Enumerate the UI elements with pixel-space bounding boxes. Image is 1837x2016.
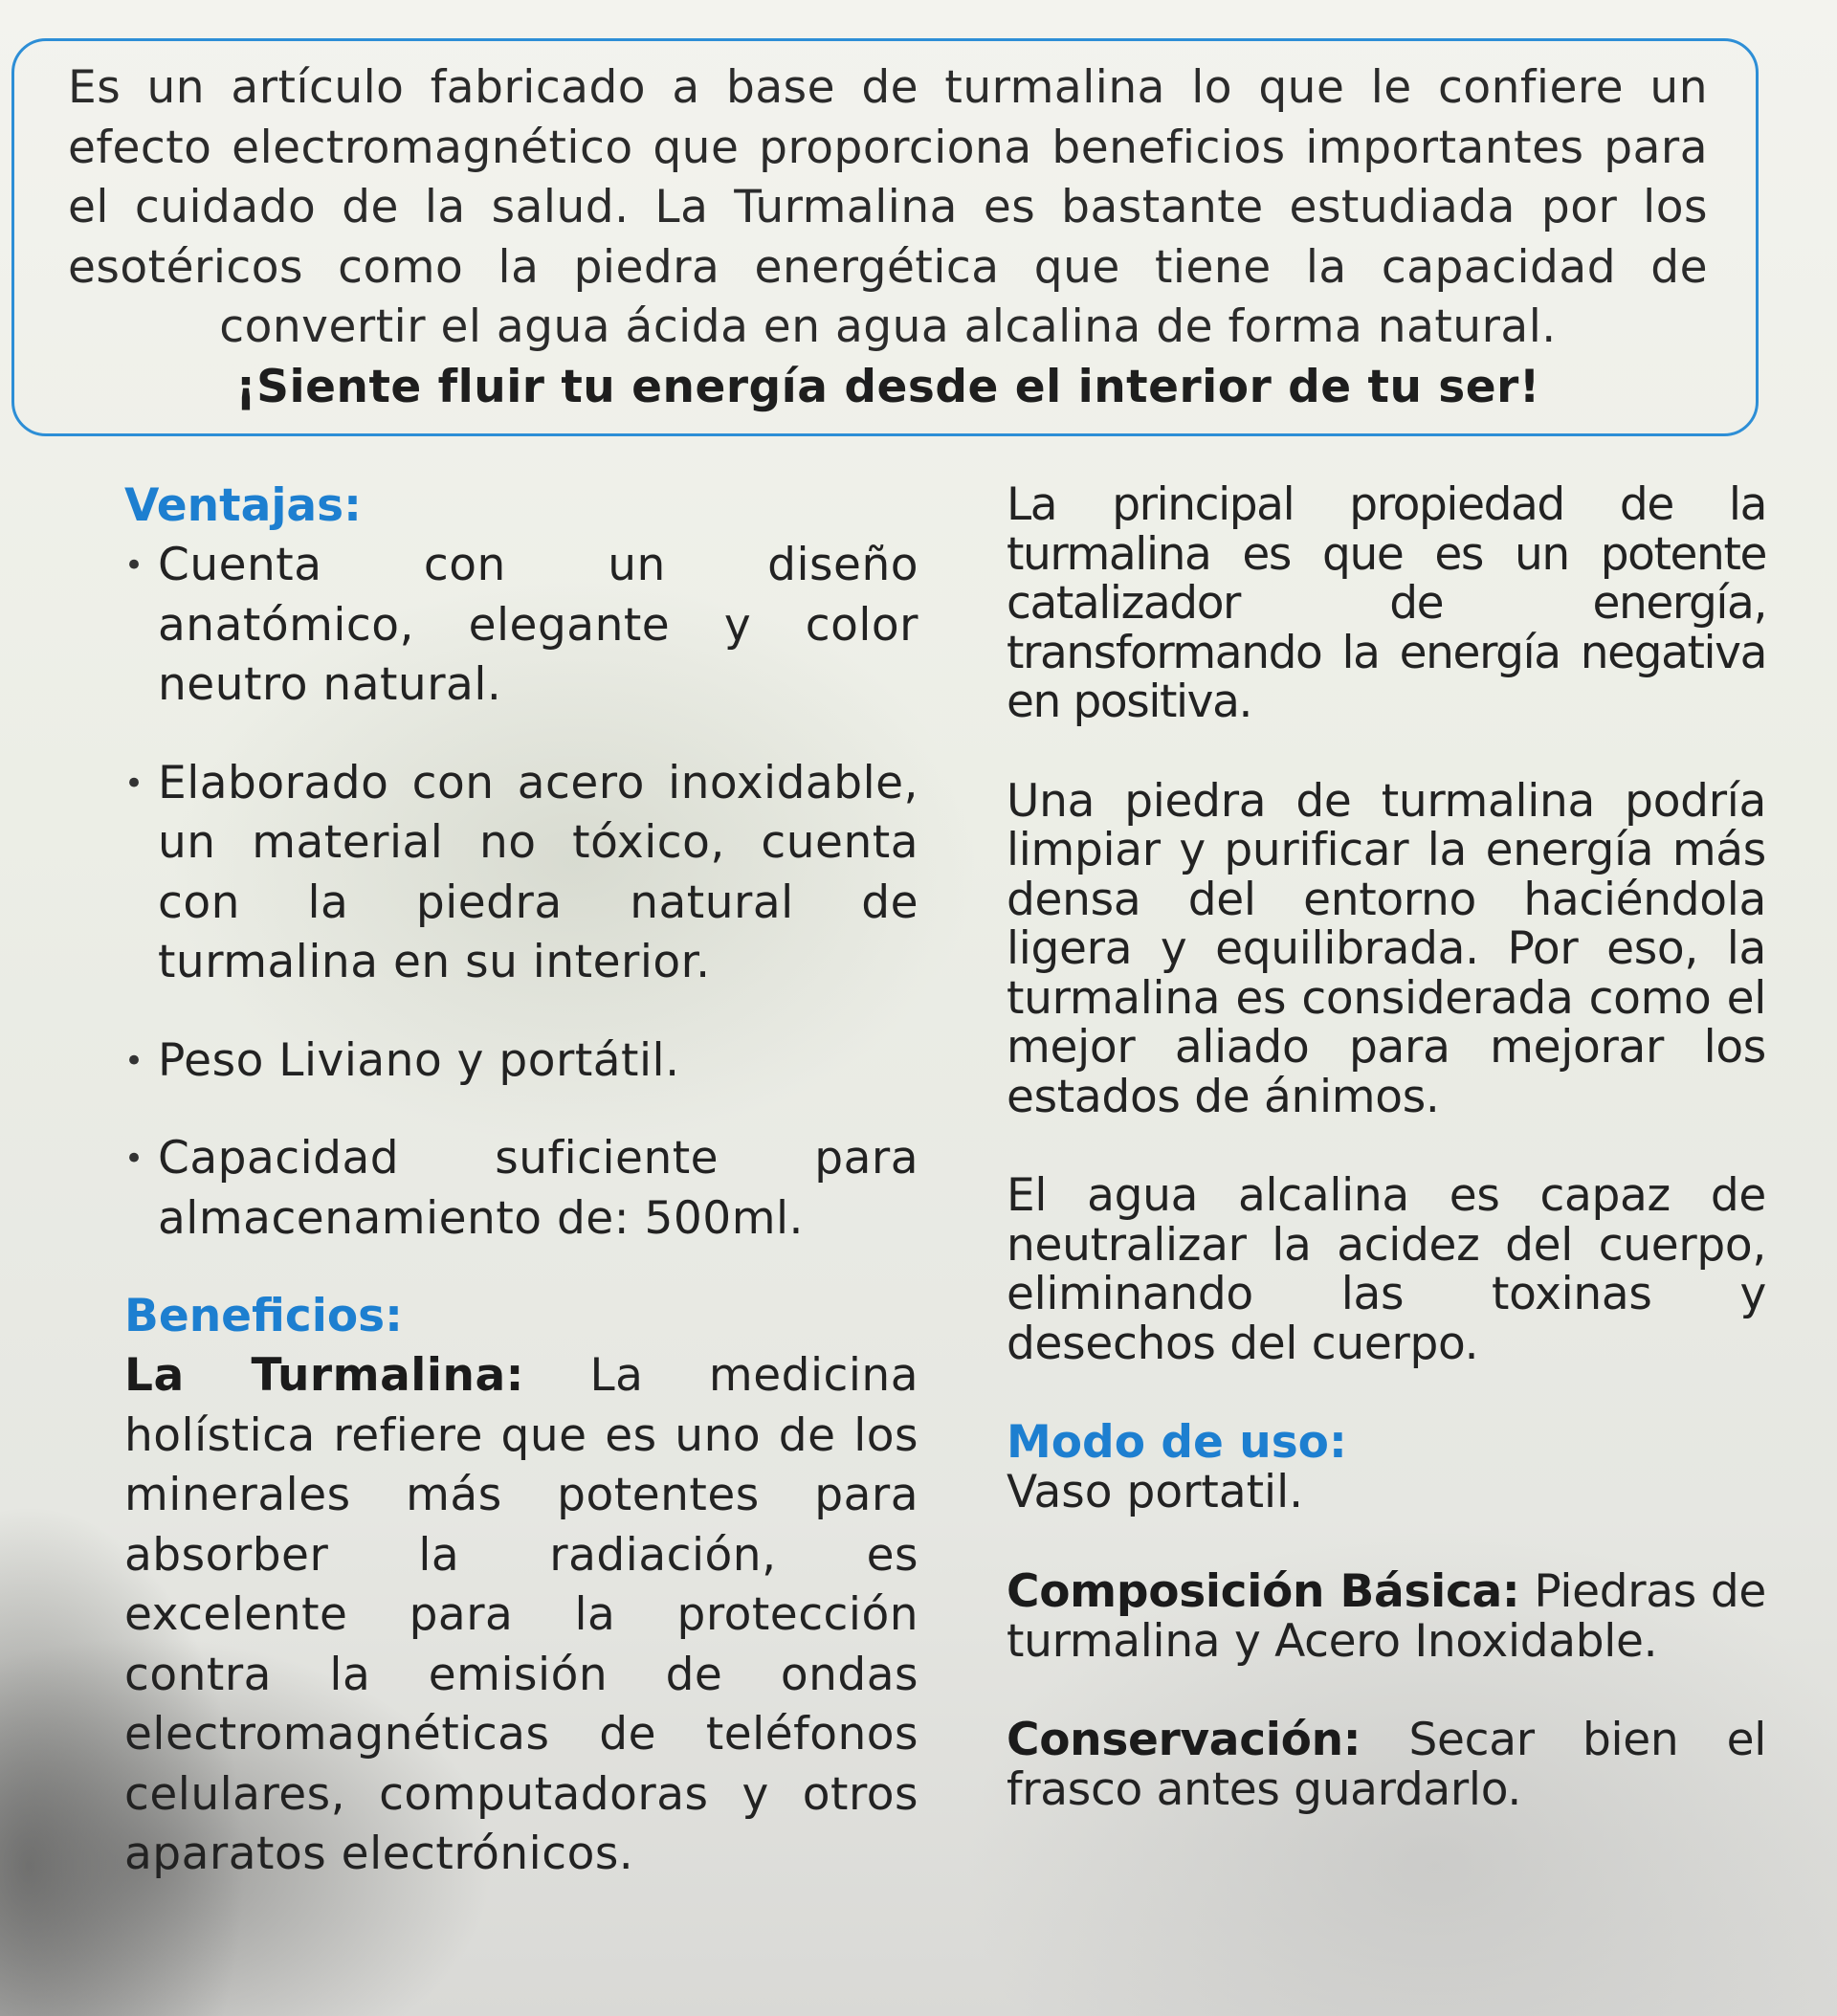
ventajas-list bbox=[124, 536, 918, 1249]
modo-text: Vaso portatil. bbox=[1007, 1466, 1304, 1518]
intro-slogan: ¡Siente fluir tu energía desde el interior de tu ser! bbox=[235, 360, 1540, 413]
beneficios-text: La medicina holística refiere que es uno de los minerales más potentes para absorber la radiación, es excelente para la protección contra la emisión de ondas electromagnéticas de teléfonos celulares, computadoras y otros aparatos electrónicos. bbox=[124, 1349, 918, 1880]
composicion-label: Composición Básica: bbox=[1007, 1565, 1520, 1618]
right-column bbox=[1007, 480, 1766, 1864]
beneficios-heading: Beneficios: bbox=[124, 1290, 403, 1342]
ventajas-heading: Ventajas: bbox=[124, 479, 362, 532]
agua-alcalina-paragraph: El agua alcalina es capaz de neutralizar la acidez del cuerpo, eliminando las toxinas y desechos del cuerpo. bbox=[1007, 1169, 1766, 1370]
composicion-text: Piedras de turmalina y Acero Inoxidable. bbox=[1007, 1565, 1767, 1668]
beneficios-label: La Turmalina: bbox=[124, 1349, 524, 1402]
intro-box bbox=[11, 38, 1759, 436]
propiedad-paragraph: La principal propiedad de la turmalina es que es un potente catalizador de energía, transformando la energía negativa en positiva. bbox=[1007, 478, 1766, 728]
piedra-paragraph: Una piedra de turmalina podría limpiar y purificar la energía más densa del entorno haciéndola ligera y equilibrada. Por eso, la turmalina es considerada como el mejor aliado para mejorar los estados de ánimos. bbox=[1007, 774, 1766, 1123]
beneficios-paragraph bbox=[124, 1346, 918, 1885]
modo-heading: Modo de uso: bbox=[1007, 1416, 1347, 1469]
list-item: • Elaborado con acero inoxidable, un material no tóxico, cuenta con la piedra natural de turmalina en su interior. bbox=[124, 754, 918, 993]
list-item: • Peso Liviano y portátil. bbox=[124, 1031, 918, 1092]
composicion-paragraph bbox=[1007, 1567, 1766, 1666]
conservacion-label: Conservación: bbox=[1007, 1714, 1361, 1766]
intro-paragraph: Es un artículo fabricado a base de turmalina lo que le confiere un efecto electromagnético que proporciona beneficios importantes para el cuidado de la salud. La Turmalina es bastante estudiada por los esotéricos como la piedra energética que tiene la capacidad de convertir el agua ácida en agua alcalina de forma natural. bbox=[68, 61, 1708, 353]
conservacion-paragraph bbox=[1007, 1716, 1766, 1814]
conservacion-text: Secar bien el frasco antes guardarlo. bbox=[1007, 1714, 1766, 1816]
left-column bbox=[124, 476, 918, 1885]
list-item: • Cuenta con un diseño anatómico, elegante y color neutro natural. bbox=[124, 536, 918, 716]
list-item: • Capacidad suficiente para almacenamiento de: 500ml. bbox=[124, 1129, 918, 1249]
